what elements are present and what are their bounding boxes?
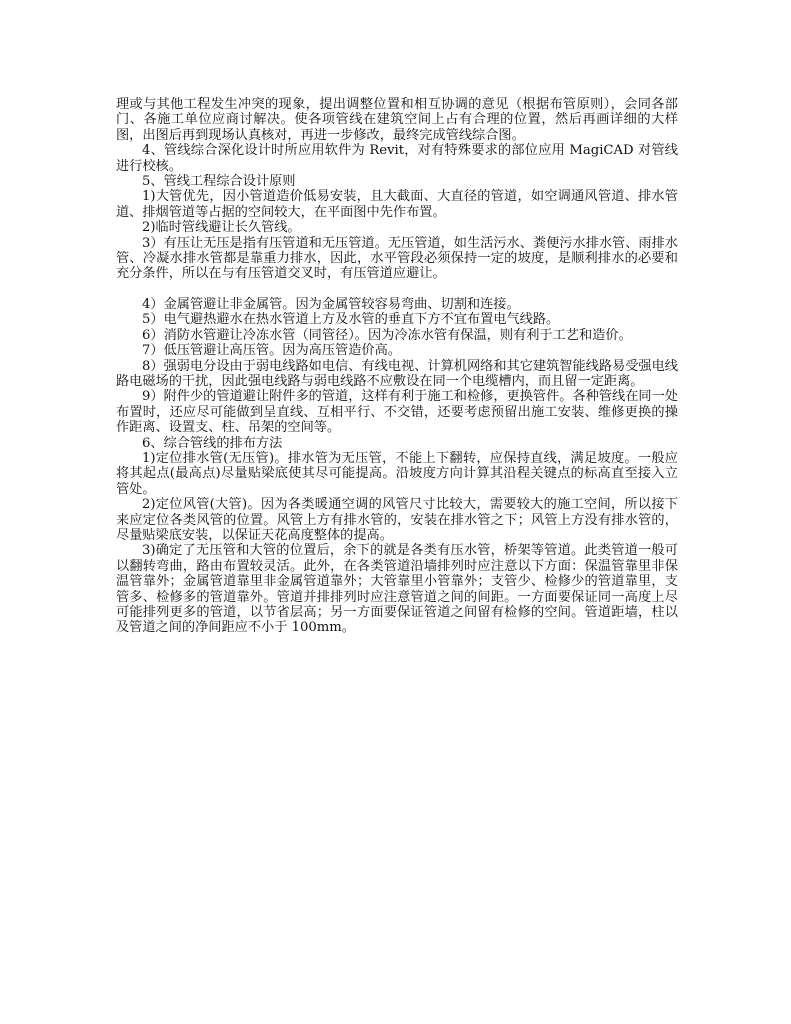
section-heading-design-principles: 5、管线工程综合设计原则: [142, 174, 296, 190]
principle-9: 9）附件少的管道避让附件多的管道，这样有利于施工和检修，更换管件。各种管线在同一处布置时，还应尽可能做到呈直线、互相平行、不交错，还要考虑预留出施工安装、维修更换的操作距离、设置支、柱、吊架的空间等。: [116, 389, 678, 436]
principle-8: 8）强弱电分设由于弱电线路如电信、有线电视、计算机网络和其它建筑智能线路易受强电线路电磁场的干扰，因此强电线路与弱电线路不应敷设在同一个电缆槽内，而且留一定距离。: [116, 358, 678, 389]
section-heading-layout-methods: 6、综合管线的排布方法: [142, 435, 283, 451]
principle-3: 3）有压让无压是指有压管道和无压管道。无压管道，如生活污水、粪便污水排水管、雨排水管、冷凝水排水管都是靠重力排水，因此，水平管段必须保持一定的坡度，是顺利排水的必要和充分条件，所以在与有压管道交叉时，有压管道应避让。: [116, 235, 678, 282]
method-2: 2)定位风管(大管)。因为各类暖通空调的风管尺寸比较大，需要较大的施工空间，所以接下来应定位各类风管的位置。风管上方有排水管的，安装在排水管之下；风管上方没有排水管的，尽量贴梁底安装，以保证天花高度整体的提高。: [116, 497, 678, 543]
paragraph-continued: 理或与其他工程发生冲突的现象，提出调整位置和相互协调的意见（根据布管原则），会同各部门、各施工单位应商讨解决。使各项管线在建筑空间上占有合理的位置，然后再画详细的大样图，出图后再到现场认真核对，再进一步修改，最终完成管线综合图。: [116, 97, 678, 143]
paragraph-software: 4、管线综合深化设计时所应用软件为 Revit，对有特殊要求的部位应用 MagiCAD 对管线进行校核。: [116, 143, 678, 174]
document-body: [116, 97, 678, 636]
principle-2: 2)临时管线避让长久管线。: [142, 220, 301, 236]
method-1: 1)定位排水管(无压管)。排水管为无压管，不能上下翻转，应保持直线，满足坡度。一般应将其起点(最高点)尽量贴梁底使其尽可能提高。沿坡度方向计算其沿程关键点的标高直至接入立管处。: [116, 450, 678, 497]
method-3: 3)确定了无压管和大管的位置后，余下的就是各类有压水管，桥架等管道。此类管道一般可以翻转弯曲，路由布置较灵活。此外，在各类管道沿墙排列时应注意以下方面：保温管靠里非保温管靠外；金属管道靠里非金属管道靠外；大管靠里小管靠外；支管少、检修少的管道靠里，支管多、检修多的管道靠外。管道并排排列时应注意管道之间的间距。一方面要保证同一高度上尽可能排列更多的管道，以节省层高；另一方面要保证管道之间留有检修的空间。管道距墙，柱以及管道之间的净间距应不小于 100mm。: [116, 543, 678, 636]
principle-4: 4）金属管避让非金属管。因为金属管较容易弯曲、切割和连接。: [142, 296, 520, 312]
principle-6: 6）消防水管避让冷冻水管（同管径）。因为冷冻水管有保温，则有利于工艺和造价。: [142, 327, 632, 343]
principle-5: 5）电气避热避水在热水管道上方及水管的垂直下方不宜布置电气线路。: [142, 312, 560, 328]
principle-7: 7）低压管避让高压管。因为高压管造价高。: [142, 343, 401, 359]
principle-1: 1)大管优先，因小管道造价低易安装，且大截面、大直径的管道，如空调通风管道、排水管道、排烟管道等占据的空间较大，在平面图中先作布置。: [116, 189, 678, 220]
